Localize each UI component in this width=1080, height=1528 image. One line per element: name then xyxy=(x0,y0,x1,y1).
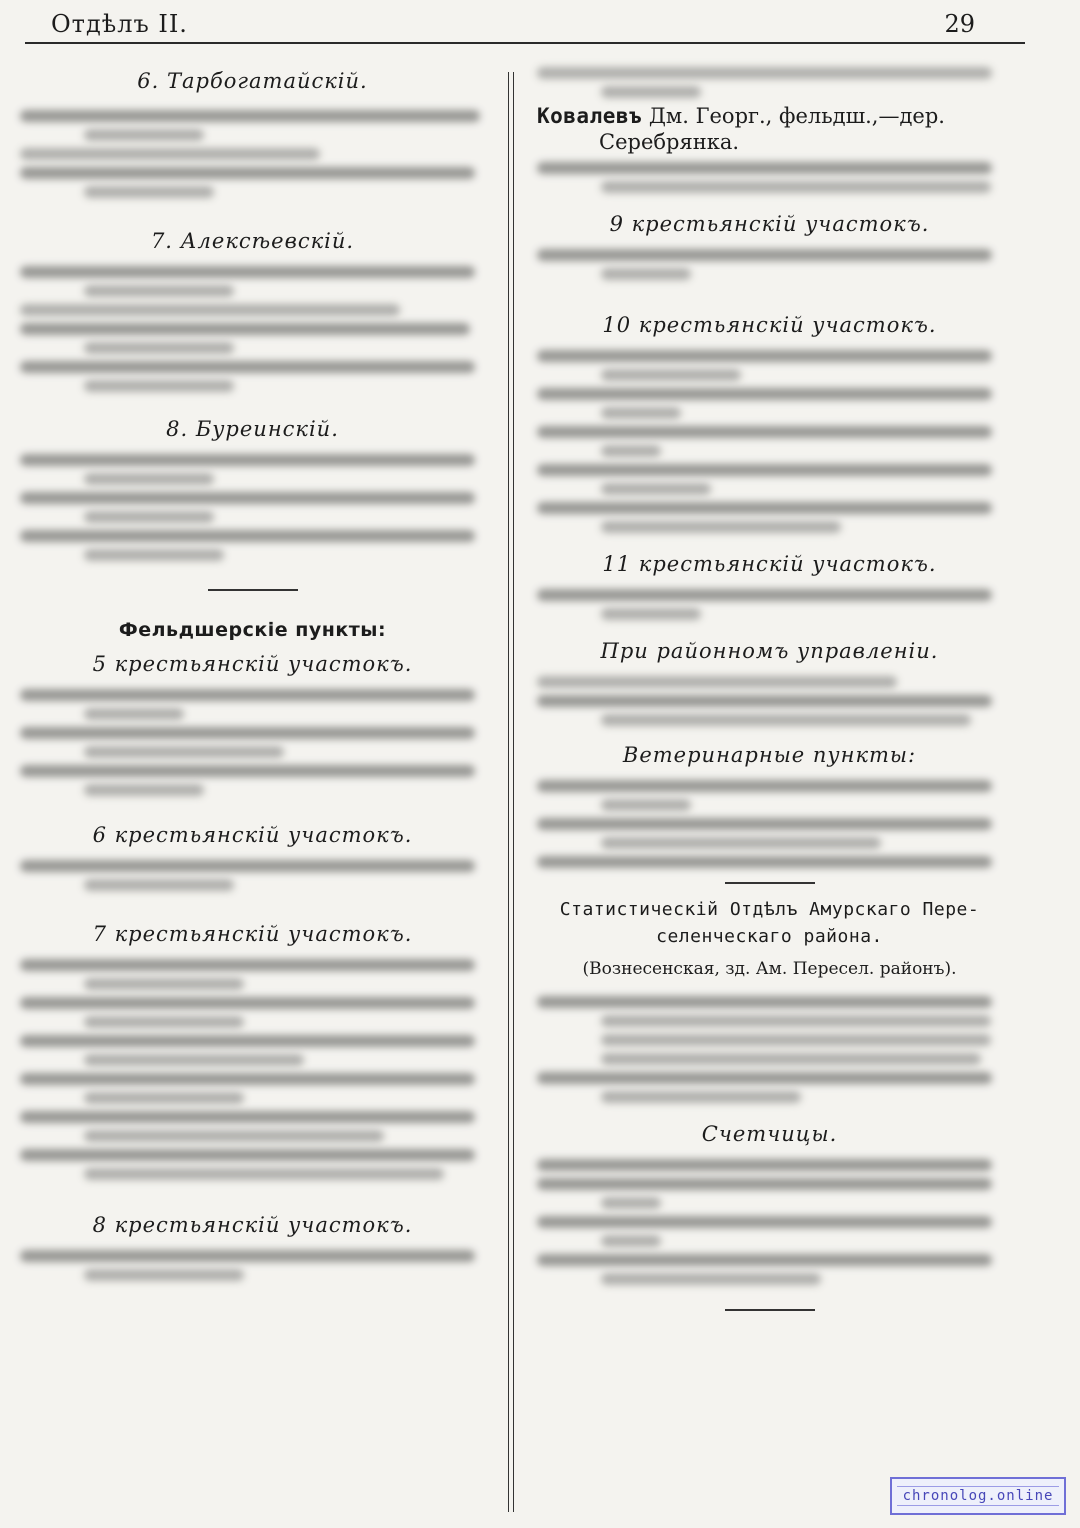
separator xyxy=(208,589,298,591)
redacted-entries xyxy=(537,350,1002,533)
subsection-title: 10 крестьянскій участокъ. xyxy=(602,313,937,337)
title-line: Статистическій Отдѣлъ Амурскаго Пере- xyxy=(559,899,980,920)
subsection-title: Счетчицы. xyxy=(701,1122,838,1146)
redacted-entries xyxy=(537,249,1002,280)
subsection-title: При районномъ управленіи. xyxy=(600,639,939,663)
redacted-entries xyxy=(20,110,485,198)
redacted-entries xyxy=(20,860,485,891)
entry-location: Серебрянка. xyxy=(599,130,740,154)
department-address: (Вознесенская, зд. Ам. Пересел. районъ). xyxy=(582,959,957,979)
statistics-department-title xyxy=(537,896,1002,950)
subsection-title: 8 крестьянскій участокъ. xyxy=(92,1213,413,1237)
subsection-title: 8. Буреинскій. xyxy=(166,417,339,441)
subsection-title: 6 крестьянскій участокъ. xyxy=(92,823,413,847)
redacted-entries xyxy=(20,1250,485,1281)
redacted-entries xyxy=(20,959,485,1180)
redacted-entries xyxy=(537,162,1002,193)
left-column xyxy=(20,60,485,1288)
subsection-title: 11 крестьянскій участокъ. xyxy=(602,552,937,576)
separator xyxy=(725,882,815,884)
redacted-entries xyxy=(537,780,1002,868)
section-heading: Отдѣлъ II. xyxy=(51,10,188,38)
redacted-entries xyxy=(537,67,1002,98)
column-divider xyxy=(513,72,514,1512)
watermark-text: chronolog.online xyxy=(897,1486,1060,1506)
subsection-title: 5 крестьянскій участокъ. xyxy=(92,652,413,676)
redacted-entries xyxy=(537,676,1002,726)
redacted-entries xyxy=(20,454,485,561)
column-divider xyxy=(508,72,509,1512)
redacted-entries xyxy=(20,689,485,796)
subsection-title: 6. Тарбогатайскій. xyxy=(137,69,368,93)
page-number: 29 xyxy=(944,10,975,38)
visible-entry xyxy=(537,103,1002,155)
redacted-entries xyxy=(537,1159,1002,1285)
redacted-entries xyxy=(20,266,485,392)
subsection-title: 9 крестьянскій участокъ. xyxy=(609,212,930,236)
entry-name: Ковалевъ xyxy=(537,104,643,128)
title-line: селенческаго района. xyxy=(656,926,883,947)
subsection-title: Ветеринарные пункты: xyxy=(622,743,917,767)
separator xyxy=(725,1309,815,1311)
entry-details: Дм. Георг., фельдш.,—дер. xyxy=(642,104,945,128)
page-header xyxy=(25,6,1025,44)
watermark-badge xyxy=(890,1477,1066,1515)
redacted-entries xyxy=(537,996,1002,1103)
right-column xyxy=(537,60,1002,1311)
subsection-title: 7. Алексѣевскій. xyxy=(150,229,355,253)
subsection-title: 7 крестьянскій участокъ. xyxy=(92,922,413,946)
points-title: Фельдшерскіе пункты: xyxy=(118,619,387,641)
redacted-entries xyxy=(537,589,1002,620)
